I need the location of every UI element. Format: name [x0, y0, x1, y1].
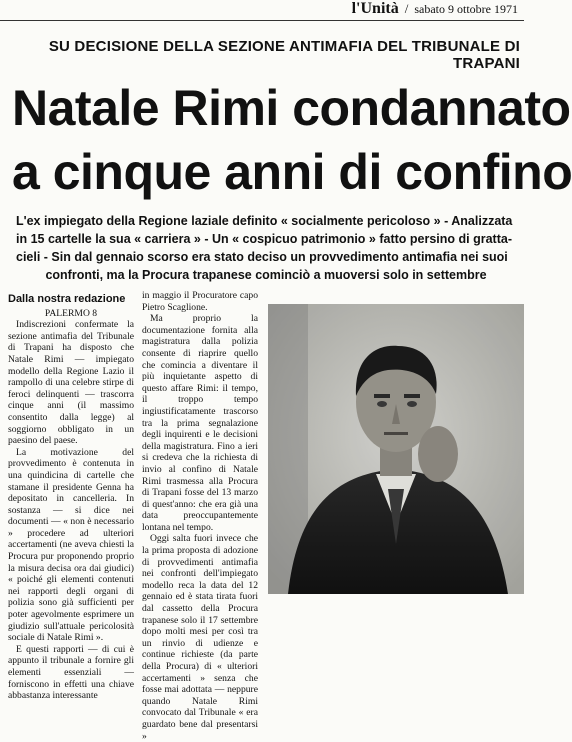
headline-line-2: a cinque anni di confino — [12, 144, 572, 200]
kicker: SU DECISIONE DELLA SEZIONE ANTIMAFIA DEL TRIBUNALE DI TRAPANI — [48, 38, 520, 72]
issue-date: sabato 9 ottobre 1971 — [414, 2, 518, 16]
masthead-separator: / — [404, 1, 409, 16]
masthead-rule — [0, 20, 524, 21]
dateline: PALERMO 8 — [44, 307, 98, 319]
byline: Dalla nostra redazione — [8, 293, 126, 305]
headline-line-1: Natale Rimi condannato — [12, 80, 571, 136]
paragraph: Indiscrezioni confermate la sezione antimafia del Tribunale di Trapani ha disposto che Natale Rimi — impiegato modello della Regione Lazio il rampollo di una celebre stirpe di feroci delinquenti — trascorra cinque anni (il massimo consentito dalla legge) al soggiorno obbligato in un paesino del paese. — [8, 319, 134, 447]
deck-line-1: L'ex impiegato della Regione laziale definito « socialmente pericoloso » - Analizzata — [16, 214, 513, 228]
paragraph: Oggi salta fuori invece che la prima proposta di adozione di provvedimenti antimafia nei confronti dell'impiegato modello reca la data del 12 gennaio ed è stata tirata fuori dal cassetto della Procura trapanese solo il 17 settembre dopo molti mesi per così tra un rinvio di udienze e continue richieste (da parte della Procura) di « ulteriori accertamenti » senza che fosse mai adottata — neppure quando Natale Rimi convocato dal Tribunale « era guardato bene dal presentarsi » — [142, 533, 258, 742]
paragraph: in maggio il Procuratore capo Pietro Scaglione. — [142, 290, 258, 313]
deck — [16, 212, 516, 284]
deck-line-4: confronti, ma la Procura trapanese cominciò a muoversi solo in settembre — [45, 268, 487, 282]
portrait-photo — [268, 304, 524, 594]
paragraph: La motivazione del provvedimento è contenuta in una quindicina di cartelle che stamane il presidente Genna ha depositato in cancelleria. In sostanza — si dice nei documenti — « non è necessario » procedere ad ulteriori accertamenti (ne aveva chiesti la Procura pur proponendo proprio la misura decisa ora dai giudici) « poiché gli elementi contenuti nei rapporti degli organi di polizia sono già sufficienti per poter agevolmente esprimere un giudizio sull'attuale pericolosità sociale di Natale Rimi ». — [8, 446, 134, 644]
deck-line-3: cieli - Sin dal gennaio scorso era stato deciso un provvedimento antimafia nei suoi — [16, 250, 508, 264]
headline — [12, 76, 572, 204]
deck-line-2: in 15 cartelle la sua « carriera » - Un « cospicuo patrimonio » fatto persino di gratta- — [16, 232, 512, 246]
article-column-1 — [8, 290, 134, 702]
paragraph: Ma proprio la documentazione fornita alla magistratura dalla polizia consente di riaprire quello che comincia a diventare il più inquietante aspetto di questo affare Rimi: il tempo, il troppo tempo ingiustificatamente trascorso tra la prima segnalazione degli inquirenti e le decisioni della magistratura. Fino a ieri si credeva che la richiesta di invio al confino di Natale Rimi trasmessa alla Procura di Trapani fosse del 13 marzo di quest'anno: che era già una data preoccupantemente lontana nel tempo. — [142, 313, 258, 533]
article-body — [0, 290, 524, 742]
masthead — [352, 0, 518, 20]
newspaper-name: l'Unità — [351, 0, 399, 17]
paragraph: E questi rapporti — di cui è appunto il tribunale a fornire gli elementi essenziali — forniscono in effetti una chiave abbastanza interessante — [8, 643, 134, 702]
article-column-2 — [142, 290, 258, 742]
portrait-image — [268, 304, 524, 594]
